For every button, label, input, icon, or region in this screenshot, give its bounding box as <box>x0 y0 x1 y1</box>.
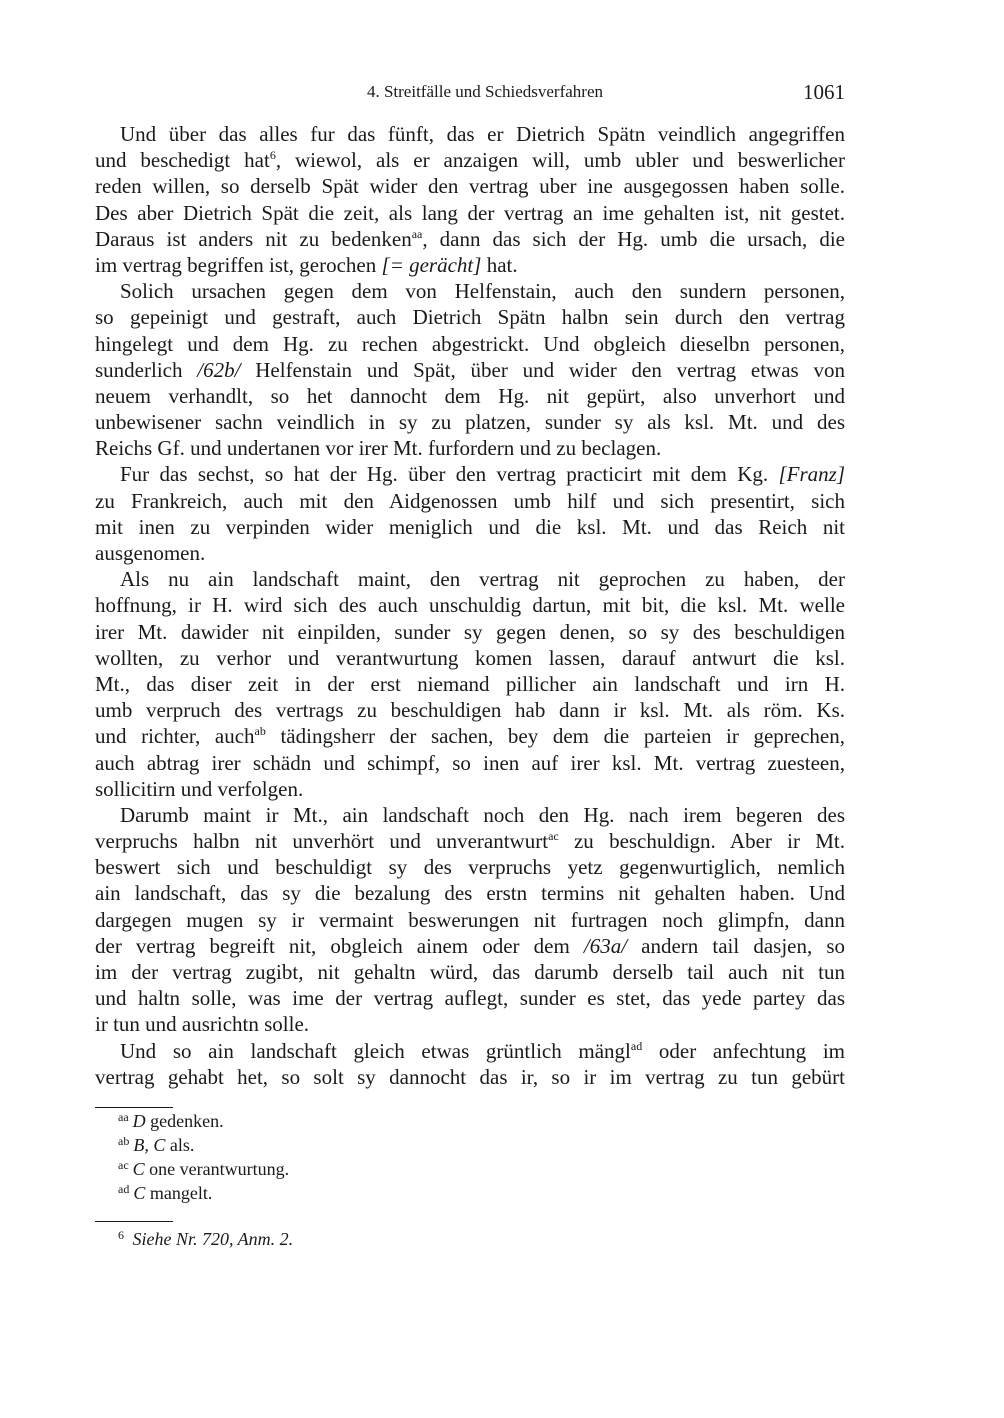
editorial-gloss: [Franz] <box>778 462 845 487</box>
textual-note-ac: $^{ac}$ C one verantwurtung. <box>118 1158 290 1179</box>
page-number: 1061 <box>803 80 845 104</box>
note-ref-ac[interactable]: ac <box>548 829 559 844</box>
text-line: reden willen, so derselb Spät wider den vertrag uber ine ausgegossen haben solle. <box>95 174 845 199</box>
text-line: hoffnung, ir H. wird sich des auch unschuldig dartun, mit bit, die ksl. Mt. welle <box>95 593 845 618</box>
text-line: und richter, auch$^{ab}$ tädingsherr der sachen, bey dem die parteien ir geprechen, <box>95 724 845 749</box>
note-ref-aa[interactable]: aa <box>411 226 423 241</box>
text-line: und haltn solle, was ime der vertrag auflegt, sunder es stet, das yede partey das <box>95 986 845 1011</box>
paragraph-3 <box>95 461 845 566</box>
text-line: vertrag gehabt het, so solt sy dannocht das ir, so ir im vertrag zu tun gebürt <box>95 1064 845 1089</box>
page-header <box>95 80 845 106</box>
paragraph-1 <box>95 121 845 278</box>
text-line: ir tun und ausrichtn solle. <box>95 1012 310 1037</box>
text-line: neuem verhandlt, so het dannocht dem Hg. nit gepürt, also unverhort und <box>95 383 845 408</box>
textual-note-ab: $^{ab}$ B, C als. <box>118 1134 195 1155</box>
footnote-6: $^6$ Siehe Nr. 720, Anm. 2. <box>118 1228 294 1249</box>
text-line: im der vertrag zugibt, nit gehaltn würd, das darumb derselb tail auch nit tun <box>95 960 845 984</box>
text-line: so gepeinigt und gestraft, auch Dietrich Spätn halbn sein durch den vertrag <box>95 305 845 330</box>
textual-note-ad: $^{ad}$ C mangelt. <box>118 1182 213 1203</box>
paragraph-2 <box>95 278 845 461</box>
text-line: verpruchs halbn nit unverhört und unverantwurt$^{ac}$ zu beschuldign. Aber ir Mt. <box>95 829 845 854</box>
paragraph-4 <box>95 566 845 802</box>
footnotes <box>95 1227 293 1251</box>
text-line: sollicitirn und verfolgen. <box>95 776 304 801</box>
text-line: und beschedigt hat$^6$, wiewol, als er anzaigen will, umb ubler und beswerlicher <box>95 148 845 173</box>
text-line: im vertrag begriffen ist, gerochen [= gerächt] hat. <box>95 252 518 277</box>
text-line: ausgenomen. <box>95 541 206 565</box>
text-line: Darumb maint ir Mt., ain landschaft noch den Hg. nach irem begeren des <box>120 802 845 827</box>
text-line: Reichs Gf. und undertanen vor irer Mt. furfordern und zu beclagen. <box>95 436 662 461</box>
text-line: irer Mt. dawider nit einpilden, sunder sy gegen denen, so sy des beschuldigen <box>95 619 845 644</box>
textual-notes <box>95 1109 289 1205</box>
text-line: wollten, zu verhor und verantwurtung komen lassen, darauf antwurt die ksl. <box>95 645 845 670</box>
text-line: Fur das sechst, so hat der Hg. über den vertrag practicirt mit dem Kg. [Franz] <box>120 462 845 487</box>
paragraph-5 <box>95 802 845 1038</box>
text-line: Und so ain landschaft gleich etwas grüntlich mängl$^{ad}$ oder anfechtung im <box>120 1038 845 1063</box>
footnote-ref-6[interactable]: 6 <box>269 148 276 163</box>
text-line: ain landschaft, das sy die bezalung des erstn termins nit gehalten haben. Und <box>95 881 845 906</box>
text-line: beswert sich und beschuldigt sy des verpruchs yetz gegenwurtiglich, nemlich <box>95 855 845 880</box>
folio-marker: /62b/ <box>197 357 241 382</box>
text-line: Mt., das diser zeit in der erst niemand pillicher ain landschaft und irn H. <box>95 671 845 696</box>
text-line: auch abtrag irer schädn und schimpf, so inen auf irer ksl. Mt. vertrag zuesteen, <box>95 750 845 775</box>
text-line: sunderlich /62b/ Helfenstain und Spät, über und wider den vertrag etwas von <box>95 357 845 382</box>
paragraph-6 <box>95 1038 845 1090</box>
editorial-gloss: [= gerächt] <box>381 252 482 277</box>
text-line: Des aber Dietrich Spät die zeit, als lang der vertrag an ime gehalten ist, nit gestet. <box>95 200 845 225</box>
folio-marker: /63a/ <box>583 933 628 958</box>
text-line: Solich ursachen gegen dem von Helfenstain, auch den sundern personen, <box>120 279 845 304</box>
running-title: 4. Streitfälle und Schiedsverfahren <box>366 82 604 101</box>
text-line: Und über das alles fur das fünft, das er Dietrich Spätn veindlich angegriffen <box>120 122 845 146</box>
text-line: der vertrag begreift nit, obgleich ainem oder dem /63a/ andern tail dasjen, so <box>95 933 845 958</box>
text-line: Als nu ain landschaft maint, den vertrag nit geprochen zu haben, der <box>120 567 845 592</box>
text-line: umb verpruch des vertrags zu beschuldigen hab dann ir ksl. Mt. als röm. Ks. <box>95 698 845 723</box>
main-text <box>95 121 845 1090</box>
note-ref-ab[interactable]: ab <box>254 724 266 739</box>
textual-note-aa: $^{aa}$ D gedenken. <box>118 1110 224 1131</box>
note-ref-ad[interactable]: ad <box>630 1038 643 1053</box>
text-line: hingelegt und dem Hg. zu rechen abgestrickt. Und obgleich dieselbn personen, <box>95 331 845 356</box>
text-line: Daraus ist anders nit zu bedenken$^{aa}$, dann das sich der Hg. umb die ursach, die <box>95 226 845 251</box>
text-line: mit inen zu verpinden wider meniglich und die ksl. Mt. und das Reich nit <box>95 514 845 539</box>
text-line: unbewisener sachn veindlich in sy zu platzen, sunder sy als ksl. Mt. und des <box>95 410 845 435</box>
textual-notes-divider <box>95 1107 173 1108</box>
text-line: dargegen mugen sy ir vermaint beswerungen nit furtragen noch glimpfn, dann <box>95 907 845 932</box>
footnotes-divider <box>95 1221 173 1222</box>
text-line: zu Frankreich, auch mit den Aidgenossen umb hilf und sich presentirt, sich <box>95 488 845 513</box>
